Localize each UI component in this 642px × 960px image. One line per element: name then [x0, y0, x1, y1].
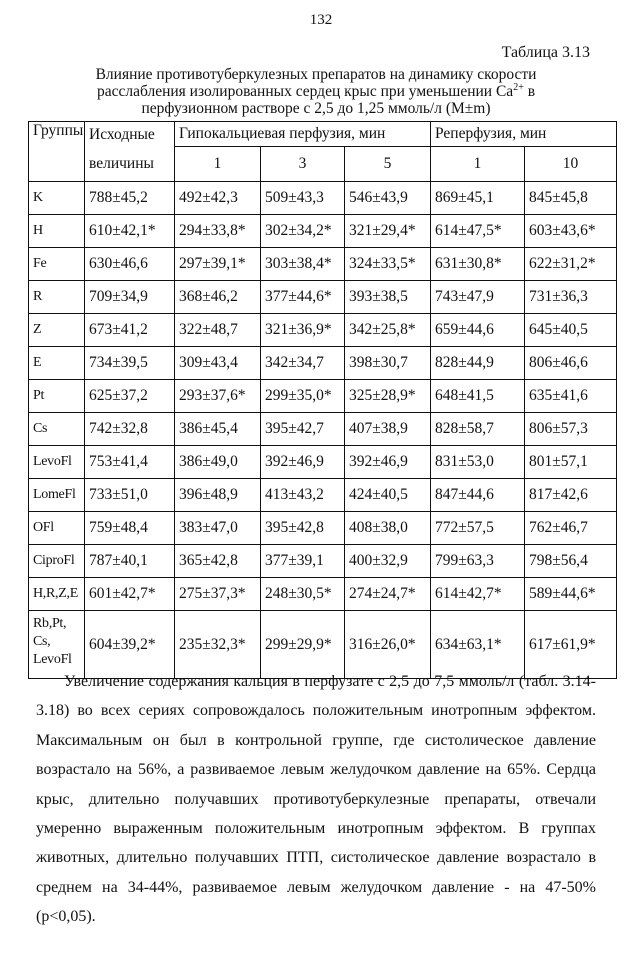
table-row — [29, 182, 617, 215]
value-cell: 731±36,3 — [525, 281, 617, 314]
value-cell: 492±42,3 — [175, 182, 261, 215]
group-cell: Pt — [29, 380, 85, 413]
value-cell: 801±57,1 — [525, 446, 617, 479]
value-cell: 316±26,0* — [345, 611, 431, 679]
table-row — [29, 545, 617, 578]
value-cell: 321±29,4* — [345, 215, 431, 248]
value-cell: 392±46,9 — [261, 446, 345, 479]
value-cell: 762±46,7 — [525, 512, 617, 545]
value-cell: 601±42,7* — [85, 578, 175, 611]
header-initial-line-1: Исходные — [89, 125, 155, 143]
value-cell: 322±48,7 — [175, 314, 261, 347]
value-cell: 869±45,1 — [431, 182, 525, 215]
value-cell: 845±45,8 — [525, 182, 617, 215]
value-cell: 787±40,1 — [85, 545, 175, 578]
value-cell: 395±42,7 — [261, 413, 345, 446]
value-cell: 408±38,0 — [345, 512, 431, 545]
value-cell: 630±46,6 — [85, 248, 175, 281]
value-cell: 806±57,3 — [525, 413, 617, 446]
table-row — [29, 248, 617, 281]
value-cell: 377±39,1 — [261, 545, 345, 578]
value-cell: 235±32,3* — [175, 611, 261, 679]
value-cell: 407±38,9 — [345, 413, 431, 446]
table-row — [29, 215, 617, 248]
header-minute: 1 — [431, 147, 525, 182]
value-cell: 400±32,9 — [345, 545, 431, 578]
value-cell: 604±39,2* — [85, 611, 175, 679]
value-cell: 828±44,9 — [431, 347, 525, 380]
value-cell: 424±40,5 — [345, 479, 431, 512]
value-cell: 377±44,6* — [261, 281, 345, 314]
value-cell: 589±44,6* — [525, 578, 617, 611]
value-cell: 342±34,7 — [261, 347, 345, 380]
group-cell: Cs — [29, 413, 85, 446]
value-cell: 799±63,3 — [431, 545, 525, 578]
value-cell: 614±47,5* — [431, 215, 525, 248]
value-cell: 831±53,0 — [431, 446, 525, 479]
header-minute: 3 — [261, 147, 345, 182]
body-text — [36, 667, 596, 932]
value-cell: 631±30,8* — [431, 248, 525, 281]
value-cell: 309±43,4 — [175, 347, 261, 380]
value-cell: 297±39,1* — [175, 248, 261, 281]
header-reperfusion: Реперфузия, мин — [431, 122, 617, 147]
value-cell: 386±49,0 — [175, 446, 261, 479]
group-cell: H,R,Z,E — [29, 578, 85, 611]
value-cell: 342±25,8* — [345, 314, 431, 347]
value-cell: 321±36,9* — [261, 314, 345, 347]
caption-line-1: Влияние противотуберкулезных препаратов на динамику скорости — [95, 66, 537, 83]
header-initial-line-2: величины — [89, 154, 154, 172]
paragraph: Увеличение содержания кальция в перфузате с 2,5 до 7,5 ммоль/л (табл. 3.14-3.18) во всех сериях сопровождалось положительным инотропным эффектом. Максимальным он был в контрольной группе, где систолическое давление возрастало на 56%, а развиваемое левым желудочком давление на 65%. Сердца крыс, длительно получавших противотуберкулезные препараты, отвечали умеренно выраженным положительным инотропным эффектом. В группах животных, длительно получавших ПТП, систолическое давление возрастало в среднем на 34-44%, развиваемое левым желудочком давление - на 47-50% (p<0,05). — [36, 673, 596, 926]
value-cell: 365±42,8 — [175, 545, 261, 578]
value-cell: 396±48,9 — [175, 479, 261, 512]
value-cell: 734±39,5 — [85, 347, 175, 380]
header-groups: Группы — [29, 122, 85, 182]
value-cell: 368±46,2 — [175, 281, 261, 314]
value-cell: 847±44,6 — [431, 479, 525, 512]
table-row — [29, 380, 617, 413]
value-cell: 817±42,6 — [525, 479, 617, 512]
caption-superscript: 2+ — [513, 81, 524, 93]
value-cell: 673±41,2 — [85, 314, 175, 347]
group-cell: Z — [29, 314, 85, 347]
caption-line-2 — [36, 83, 596, 100]
group-cell: H — [29, 215, 85, 248]
value-cell: 634±63,1* — [431, 611, 525, 679]
value-cell: 743±47,9 — [431, 281, 525, 314]
group-cell: OFl — [29, 512, 85, 545]
page-number: 132 — [309, 12, 333, 28]
value-cell: 788±45,2 — [85, 182, 175, 215]
table-row — [29, 578, 617, 611]
value-cell: 248±30,5* — [261, 578, 345, 611]
value-cell: 753±41,4 — [85, 446, 175, 479]
value-cell: 398±30,7 — [345, 347, 431, 380]
header-hypocalcemic: Гипокальциевая перфузия, мин — [175, 122, 431, 147]
group-cell: Rb,Pt, Cs, LevoFl — [29, 611, 85, 679]
data-table — [28, 121, 617, 679]
value-cell: 293±37,6* — [175, 380, 261, 413]
value-cell: 325±28,9* — [345, 380, 431, 413]
value-cell: 275±37,3* — [175, 578, 261, 611]
value-cell: 622±31,2* — [525, 248, 617, 281]
value-cell: 546±43,9 — [345, 182, 431, 215]
value-cell: 742±32,8 — [85, 413, 175, 446]
group-cell: R — [29, 281, 85, 314]
value-cell: 733±51,0 — [85, 479, 175, 512]
value-cell: 299±35,0* — [261, 380, 345, 413]
value-cell: 798±56,4 — [525, 545, 617, 578]
value-cell: 299±29,9* — [261, 611, 345, 679]
value-cell: 324±33,5* — [345, 248, 431, 281]
group-cell: K — [29, 182, 85, 215]
value-cell: 828±58,7 — [431, 413, 525, 446]
value-cell: 395±42,8 — [261, 512, 345, 545]
value-cell: 659±44,6 — [431, 314, 525, 347]
value-cell: 610±42,1* — [85, 215, 175, 248]
group-cell: LomeFl — [29, 479, 85, 512]
caption-line-2-text: расслабления изолированных сердец крыс при уменьшении Ca — [96, 83, 514, 100]
value-cell: 294±33,8* — [175, 215, 261, 248]
table-row — [29, 446, 617, 479]
header-initial — [85, 122, 175, 182]
value-cell: 509±43,3 — [261, 182, 345, 215]
value-cell: 759±48,4 — [85, 512, 175, 545]
value-cell: 383±47,0 — [175, 512, 261, 545]
table-row — [29, 413, 617, 446]
table-row — [29, 281, 617, 314]
group-cell: CiproFl — [29, 545, 85, 578]
value-cell: 709±34,9 — [85, 281, 175, 314]
value-cell: 772±57,5 — [431, 512, 525, 545]
value-cell: 614±42,7* — [431, 578, 525, 611]
table-body — [29, 182, 617, 679]
caption-line-2-tail: в — [523, 83, 536, 100]
value-cell: 645±40,5 — [525, 314, 617, 347]
group-cell: E — [29, 347, 85, 380]
group-cell: LevoFl — [29, 446, 85, 479]
value-cell: 392±46,9 — [345, 446, 431, 479]
header-minute: 5 — [345, 147, 431, 182]
value-cell: 635±41,6 — [525, 380, 617, 413]
table-row — [29, 479, 617, 512]
value-cell: 617±61,9* — [525, 611, 617, 679]
table-caption — [36, 66, 596, 117]
value-cell: 274±24,7* — [345, 578, 431, 611]
header-minute: 1 — [175, 147, 261, 182]
table-label: Таблица 3.13 — [501, 44, 590, 61]
value-cell: 603±43,6* — [525, 215, 617, 248]
value-cell: 303±38,4* — [261, 248, 345, 281]
value-cell: 648±41,5 — [431, 380, 525, 413]
caption-line-3: перфузионном растворе с 2,5 до 1,25 ммоль/л (M±m) — [141, 100, 491, 117]
value-cell: 393±38,5 — [345, 281, 431, 314]
value-cell: 302±34,2* — [261, 215, 345, 248]
value-cell: 413±43,2 — [261, 479, 345, 512]
value-cell: 386±45,4 — [175, 413, 261, 446]
header-minute: 10 — [525, 147, 617, 182]
header-row-1 — [29, 122, 617, 147]
table-row — [29, 347, 617, 380]
table-row — [29, 512, 617, 545]
value-cell: 625±37,2 — [85, 380, 175, 413]
table-row — [29, 314, 617, 347]
group-cell: Fe — [29, 248, 85, 281]
value-cell: 806±46,6 — [525, 347, 617, 380]
